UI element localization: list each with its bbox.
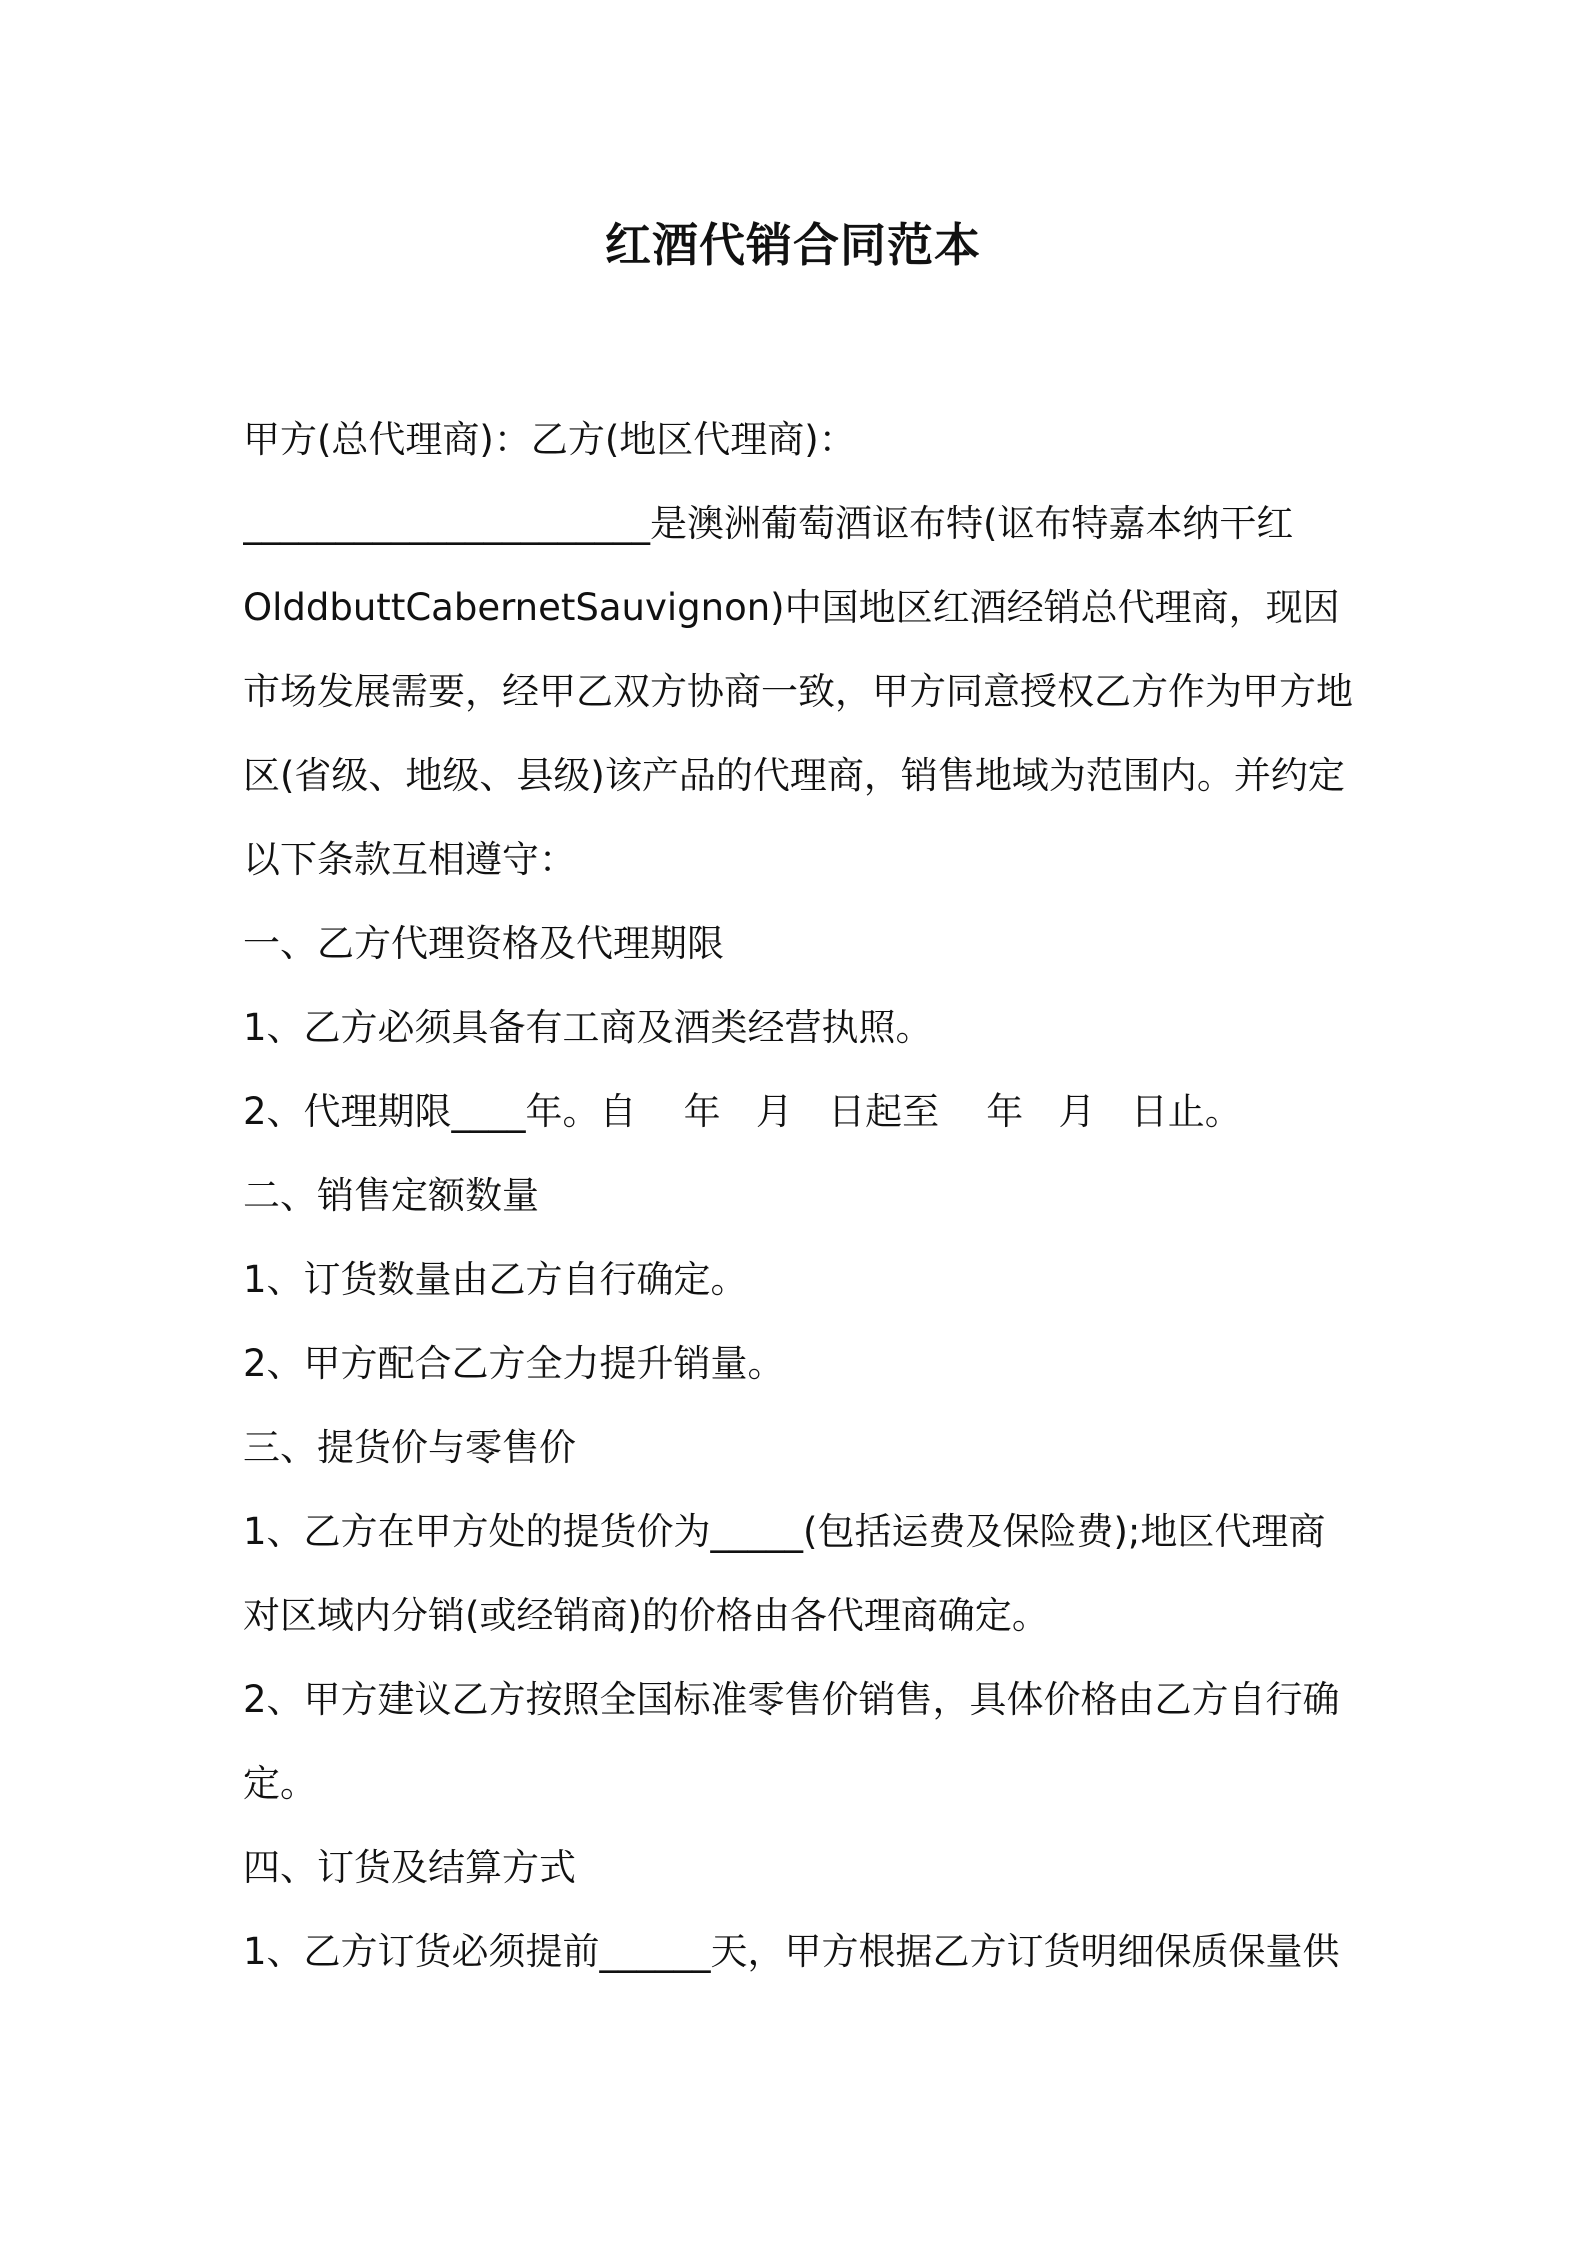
section-heading-2: 二、销售定额数量 xyxy=(243,1174,539,1217)
clause-3-1-line-1: 1、乙方在甲方处的提货价为_____(包括运费及保险费);地区代理商 xyxy=(243,1510,1326,1553)
clause-1-2: 2、代理期限____年。自 年 月 日起至 年 月 日止。 xyxy=(243,1090,1242,1133)
text-line-intro-4: 区(省级、地级、县级)该产品的代理商，销售地域为范围内。并约定 xyxy=(243,754,1345,797)
document-body xyxy=(243,398,1353,1994)
text-line-intro-2: OlddbuttCabernetSauvignon)中国地区红酒经销总代理商，现因 xyxy=(243,586,1340,629)
text-line-party-names: 甲方(总代理商)：乙方(地区代理商)： xyxy=(243,418,856,461)
clause-1-1: 1、乙方必须具备有工商及酒类经营执照。 xyxy=(243,1006,933,1049)
document-title: 红酒代销合同范本 xyxy=(605,218,981,272)
text-line-intro-5: 以下条款互相遵守： xyxy=(243,838,576,881)
text-line-intro-3: 市场发展需要，经甲乙双方协商一致，甲方同意授权乙方作为甲方地 xyxy=(243,670,1353,713)
section-heading-3: 三、提货价与零售价 xyxy=(243,1426,576,1469)
clause-3-2-line-2: 定。 xyxy=(243,1762,317,1805)
section-heading-4: 四、订货及结算方式 xyxy=(243,1846,576,1889)
clause-2-1: 1、订货数量由乙方自行确定。 xyxy=(243,1258,748,1301)
clause-3-2-line-1: 2、甲方建议乙方按照全国标准零售价销售，具体价格由乙方自行确 xyxy=(243,1678,1340,1721)
clause-3-1-line-2: 对区域内分销(或经销商)的价格由各代理商确定。 xyxy=(243,1594,1049,1637)
text-line-intro-1: ______________________是澳洲葡萄酒讴布特(讴布特嘉本纳干红 xyxy=(243,502,1294,545)
clause-2-2: 2、甲方配合乙方全力提升销量。 xyxy=(243,1342,785,1385)
section-heading-1: 一、乙方代理资格及代理期限 xyxy=(243,922,724,965)
clause-4-1-line-1: 1、乙方订货必须提前______天，甲方根据乙方订货明细保质保量供 xyxy=(243,1930,1340,1973)
